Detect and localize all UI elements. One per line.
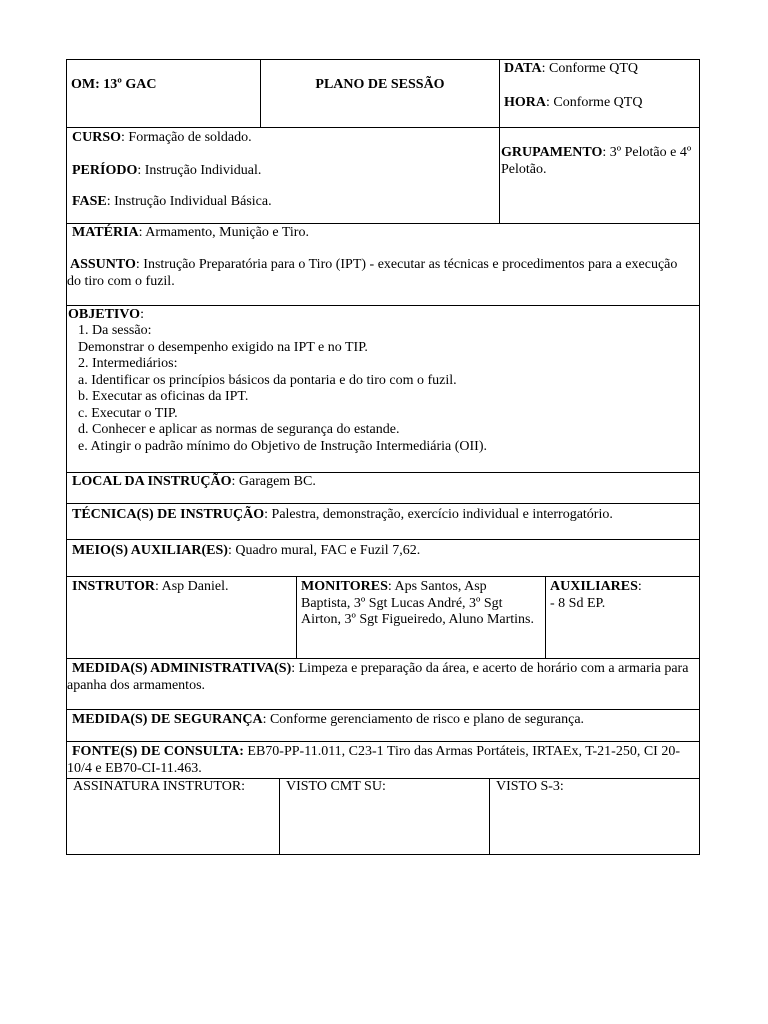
data-label: DATA [504,61,542,76]
curso-line [72,130,252,147]
monitores-cell [296,577,545,658]
materia-row [67,224,699,306]
auxiliares-label: AUXILIARES [550,579,638,594]
grupamento-label: GRUPAMENTO [501,145,603,160]
meios-label: MEIO(S) AUXILIAR(ES) [72,543,228,558]
header-row [67,60,699,128]
objetivo-item: 1. Da sessão: [78,323,152,338]
objetivo-item: d. Conhecer e aplicar as normas de segurança do estande. [78,422,400,437]
title-cell [260,60,499,127]
monitores-label: MONITORES [301,579,388,594]
instrutor-cell [67,577,296,658]
objetivo-suffix: : [140,307,144,322]
grupamento-value: : 3º Pelotão e 4º Pelotão. [501,145,692,177]
tecnica-label: TÉCNICA(S) DE INSTRUÇÃO [72,507,265,522]
local-row [67,473,699,504]
auxiliares-value: - 8 Sd EP. [550,596,606,611]
periodo-line [72,163,261,180]
fase-label: FASE [72,194,107,209]
materia-label: MATÉRIA [72,225,139,240]
curso-cell [67,128,499,223]
data-line [504,61,638,78]
adm-line [67,661,691,694]
objetivo-heading [68,307,144,324]
fase-line [72,194,272,211]
assinatura-instrutor-label: ASSINATURA INSTRUTOR: [73,779,246,794]
grupamento-cell [499,128,699,223]
fonte-label: FONTE(S) DE CONSULTA: [72,744,244,759]
hora-label: HORA [504,95,546,110]
meios-line [72,543,420,560]
local-line [72,474,316,491]
data-value: : Conforme QTQ [541,61,639,76]
periodo-value: : Instrução Individual. [137,163,262,178]
tecnica-row [67,504,699,540]
meios-row [67,540,699,577]
grupamento-line [501,145,697,178]
objetivo-item: a. Identificar os princípios básicos da pontaria e do tiro com o fuzil. [78,372,457,388]
fase-value: : Instrução Individual Básica. [106,194,272,209]
assinatura-instrutor-cell [67,779,279,854]
curso-label: CURSO [72,130,122,145]
curso-row [67,128,699,224]
seguranca-label: MEDIDA(S) DE SEGURANÇA [72,712,263,727]
objetivo-row [67,306,699,473]
instrutor-line [72,579,229,596]
assunto-value: : Instrução Preparatória para o Tiro (IPT) - executar as técnicas e procedimentos para a execução do tiro com o fuzil. [67,257,678,289]
auxiliares-suffix: : [637,579,642,594]
visto-cmt-cell [279,779,489,854]
assunto-label: ASSUNTO [70,257,136,272]
seguranca-line [72,712,584,729]
assunto-line [67,257,693,290]
instrutor-label: INSTRUTOR [72,579,155,594]
meios-value: : Quadro mural, FAC e Fuzil 7,62. [227,543,421,558]
local-label: LOCAL DA INSTRUÇÃO [72,474,232,489]
hora-value: : Conforme QTQ [546,95,643,110]
auxiliares-heading [550,579,642,596]
fonte-line [67,744,689,777]
adm-row [67,659,699,710]
objetivo-item: b. Executar as oficinas da IPT. [78,389,249,404]
session-plan-table [66,59,700,855]
objetivo-item: Demonstrar o desempenho exigido na IPT e no TIP. [78,339,368,355]
adm-value: : Limpeza e preparação da área, e acerto de horário com a armaria para apanha dos armamentos. [67,661,689,693]
curso-value: : Formação de soldado. [121,130,252,145]
objetivo-item: e. Atingir o padrão mínimo do Objetivo de Instrução Intermediária (OII). [78,438,487,454]
page-title: PLANO DE SESSÃO [315,77,445,92]
auxiliares-cell [545,577,699,658]
date-time-cell [499,60,699,127]
materia-value: : Armamento, Munição e Tiro. [138,225,309,240]
periodo-label: PERÍODO [72,163,138,178]
tecnica-line [72,507,613,524]
instrutor-value: : Asp Daniel. [155,579,229,594]
fonte-row [67,742,699,779]
fonte-value: EB70-PP-11.011, C23-1 Tiro das Armas Portáteis, IRTAEx, T-21-250, CI 20-10/4 e EB70-CI-11.463. [67,744,680,776]
visto-cmt-label: VISTO CMT SU: [286,779,386,794]
seguranca-value: : Conforme gerenciamento de risco e plano de segurança. [262,712,585,727]
objetivo-item: c. Executar o TIP. [78,405,178,421]
hora-line [504,95,642,112]
om-cell [67,60,260,127]
seguranca-row [67,710,699,742]
tecnica-value: : Palestra, demonstração, exercício individual e interrogatório. [264,507,613,522]
local-value: : Garagem BC. [231,474,316,489]
objetivo-label: OBJETIVO [68,307,141,322]
materia-line [72,225,309,242]
monitores-value: : Aps Santos, Asp Baptista, 3º Sgt Lucas André, 3º Sgt Airton, 3º Sgt Figueiredo, Aluno Martins. [301,579,535,627]
om-label: OM: 13º GAC [71,77,157,92]
objetivo-item: 2. Intermediários: [78,356,178,371]
visto-s3-cell [489,779,699,854]
signatures-row [67,779,699,854]
pessoal-row [67,577,699,659]
adm-label: MEDIDA(S) ADMINISTRATIVA(S) [72,661,292,676]
monitores-line [301,579,537,629]
objetivo-list [78,323,487,455]
visto-s3-label: VISTO S-3: [496,779,564,794]
